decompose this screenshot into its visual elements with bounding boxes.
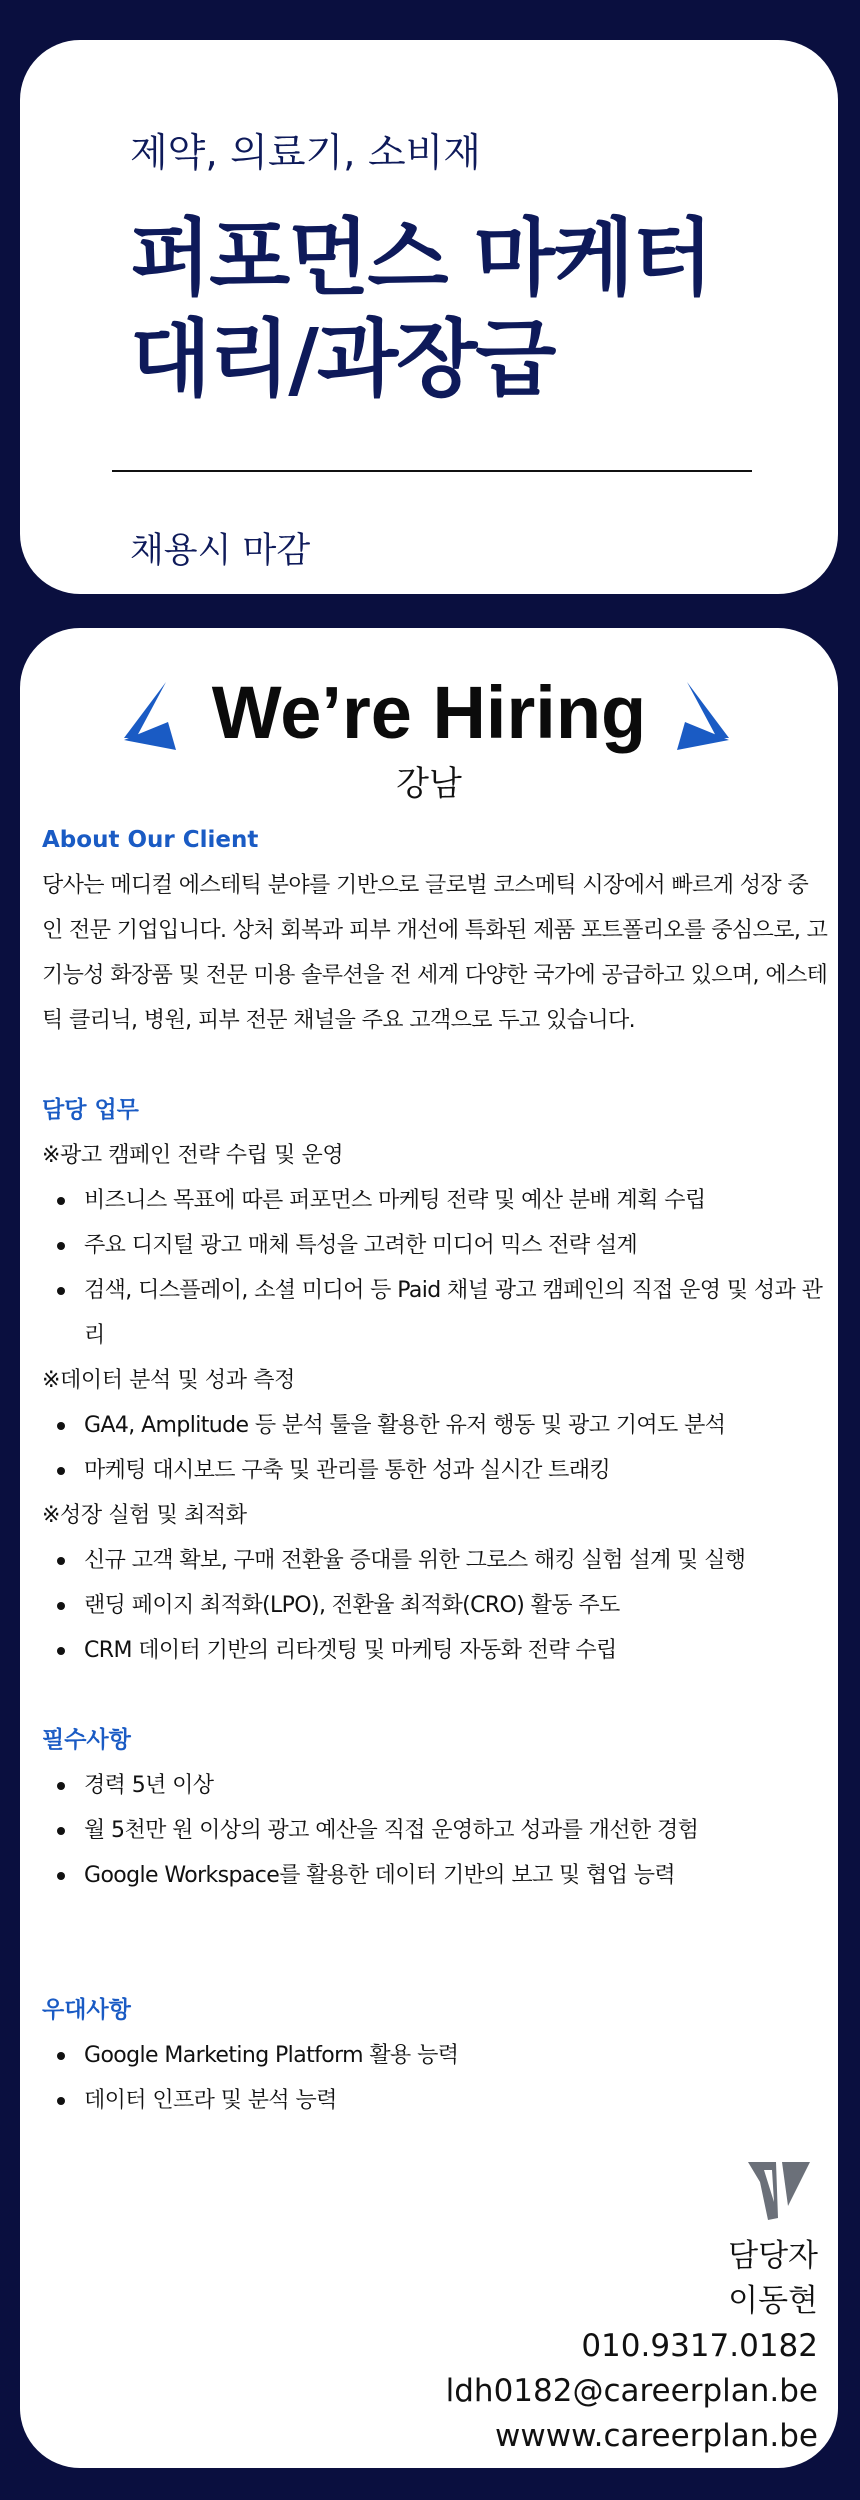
about-section — [42, 818, 828, 1043]
careerplan-logo-icon — [748, 2162, 810, 2220]
hiring-banner — [20, 658, 838, 768]
header-card — [20, 40, 838, 594]
contact-email[interactable]: ldh0182@careerplan.be — [445, 2373, 818, 2409]
duty-list — [42, 1178, 828, 1358]
list-item: 월 5천만 원 이상의 광고 예산을 직접 운영하고 성과를 개선한 경험 — [42, 1808, 828, 1853]
job-title-line-1: 퍼포먼스 마케터 — [130, 209, 712, 307]
list-item: 주요 디지털 광고 매체 특성을 고려한 미디어 믹스 전략 설계 — [42, 1223, 828, 1268]
duty-group-heading: ※광고 캠페인 전략 수립 및 운영 — [42, 1143, 344, 1168]
about-title: About Our Client — [42, 827, 259, 853]
contact-name: 이동현 — [728, 2283, 818, 2319]
duty-list — [42, 1538, 828, 1673]
preferred-title: 우대사항 — [42, 1997, 131, 2023]
duties-title: 담당 업무 — [42, 1097, 139, 1123]
list-item: 데이터 인프라 및 분석 능력 — [42, 2078, 828, 2123]
contact-block — [446, 2234, 818, 2459]
job-details-card — [20, 628, 838, 2468]
location-label: 강남 — [396, 764, 462, 804]
header-divider — [112, 470, 752, 472]
list-item: 마케팅 대시보드 구축 및 관리를 통한 성과 실시간 트래킹 — [42, 1448, 828, 1493]
contact-phone[interactable]: 010.9317.0182 — [581, 2328, 818, 2364]
list-item: Google Marketing Platform 활용 능력 — [42, 2033, 828, 2078]
list-item: 신규 고객 확보, 구매 전환율 증대를 위한 그로스 해킹 실험 설계 및 실행 — [42, 1538, 828, 1583]
contact-website[interactable]: wwww.careerplan.be — [495, 2418, 818, 2454]
deadline-label: 채용시 마감 — [130, 531, 311, 571]
list-item: 경력 5년 이상 — [42, 1763, 828, 1808]
content-body — [42, 818, 828, 2123]
industry-label: 제약, 의료기, 소비재 — [130, 131, 481, 176]
preferred-section — [42, 1988, 828, 2123]
contact-role: 담당자 — [728, 2238, 818, 2274]
hiring-headline: We’re Hiring — [211, 671, 647, 754]
duty-group-heading: ※데이터 분석 및 성과 측정 — [42, 1368, 295, 1393]
list-item: Google Workspace를 활용한 데이터 기반의 보고 및 협업 능력 — [42, 1853, 828, 1898]
preferred-list — [42, 2033, 828, 2123]
required-title: 필수사항 — [42, 1727, 131, 1753]
duties-section — [42, 1088, 828, 1673]
required-list — [42, 1763, 828, 1898]
duty-group-heading: ※성장 실험 및 최적화 — [42, 1503, 247, 1528]
list-item: CRM 데이터 기반의 리타겟팅 및 마케팅 자동화 전략 수립 — [42, 1628, 828, 1673]
list-item: GA4, Amplitude 등 분석 툴을 활용한 유저 행동 및 광고 기여도 분석 — [42, 1403, 828, 1448]
list-item: 비즈니스 목표에 따른 퍼포먼스 마케팅 전략 및 예산 분배 계획 수립 — [42, 1178, 828, 1223]
required-section — [42, 1718, 828, 1898]
list-item: 검색, 디스플레이, 소셜 미디어 등 Paid 채널 광고 캠페인의 직접 운영 및 성과 관리 — [42, 1268, 828, 1358]
left-flag-icon — [124, 682, 176, 750]
about-body: 당사는 메디컬 에스테틱 분야를 기반으로 글로벌 코스메틱 시장에서 빠르게 성장 중인 전문 기업입니다. 상처 회복과 피부 개선에 특화된 제품 포트폴리오를 중심으로, 고기능성 화장품 및 전문 미용 솔루션을 전 세계 다양한 국가에 공급하고 있으며, 에스테틱 클리닉, 병원, 피부 전문 채널을 주요 고객으로 두고 있습니다. — [42, 873, 828, 1033]
list-item: 랜딩 페이지 최적화(LPO), 전환율 최적화(CRO) 활동 주도 — [42, 1583, 828, 1628]
duty-list — [42, 1403, 828, 1493]
right-flag-icon — [677, 682, 729, 750]
job-title — [130, 208, 711, 410]
job-title-line-2: 대리/과장급 — [130, 310, 555, 408]
